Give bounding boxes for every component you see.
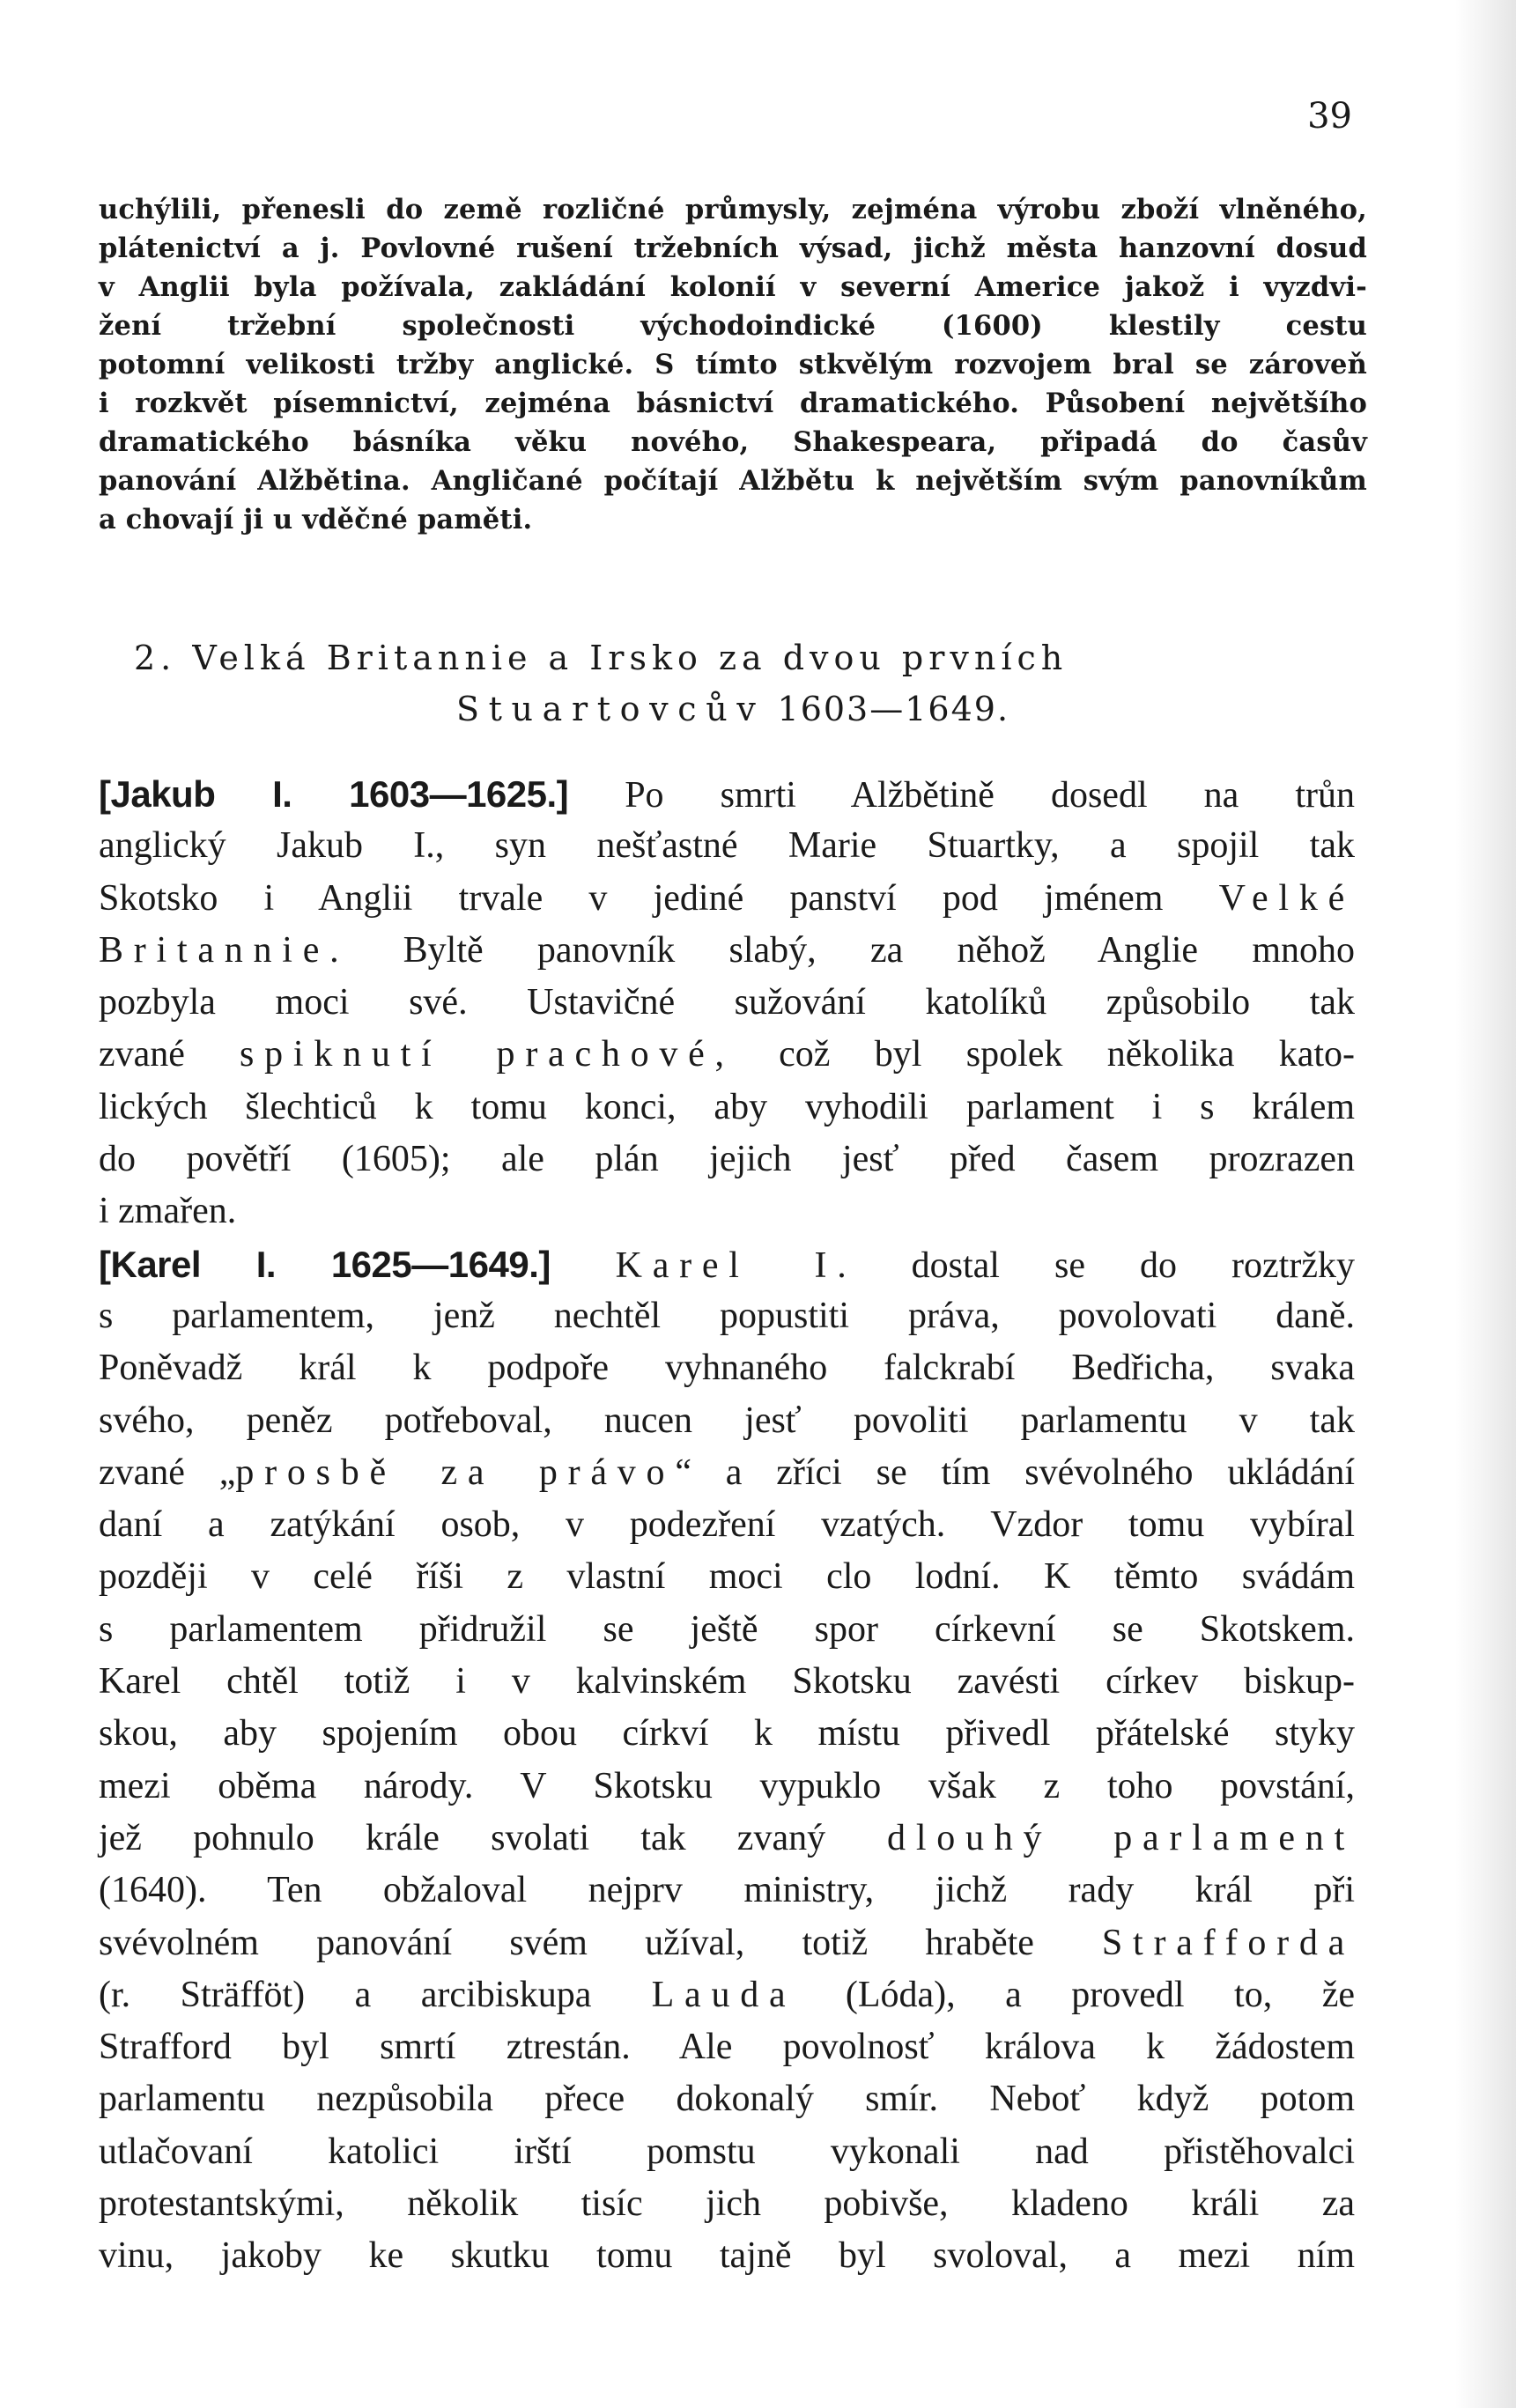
body-text-run: Po smrti Alžbětině dosedl na trůn xyxy=(568,775,1355,816)
body-line xyxy=(99,1342,1355,1394)
body-text-run: později v celé říši z vlastní moci clo lodní. K těmto svádám xyxy=(99,1556,1355,1598)
top-paragraph-line: žení tržební společnosti východoindické (1600) klestily cestu xyxy=(99,310,1367,342)
body-line xyxy=(99,1395,1355,1447)
body-line xyxy=(99,1708,1355,1760)
body-text-run: svého, peněz potřeboval, nucen jesť povoliti parlamentu v tak xyxy=(99,1400,1355,1441)
body-text-run: jež pohnulo krále svolati tak zvaný xyxy=(99,1817,826,1858)
body-line xyxy=(99,925,1355,977)
body-line xyxy=(99,1134,1355,1186)
body-text-run: (r. Sträfföt) a arcibiskupa xyxy=(99,1974,592,2015)
body-text-run: dostal se do roztržky xyxy=(856,1245,1355,1286)
body-line xyxy=(99,977,1355,1029)
body-line xyxy=(99,873,1355,925)
body-text-run: mezi oběma národy. V Skotsku vypuklo však z toho povstání, xyxy=(99,1765,1355,1806)
spaced-emphasis: Lauda xyxy=(591,1974,796,2015)
body-line xyxy=(99,1761,1355,1813)
body-text-run: parlamentu nezpůsobila přece dokonalý smír. Neboť když potom xyxy=(99,2079,1355,2120)
body-line xyxy=(99,1447,1355,1499)
body-line xyxy=(99,1551,1355,1603)
section-title-dynasty: Stuartovcův xyxy=(455,690,765,728)
body-text-run: což byl spolek několika kato- xyxy=(734,1034,1356,1075)
body-text-run: skou, aby spojením obou církví k místu přivedl přátelské styky xyxy=(99,1713,1355,1754)
body-text-run: protestantskými, několik tisíc jich pobivše, kladeno králi za xyxy=(99,2183,1355,2225)
body-text-run: pozbyla moci své. Ustavičné sužování katolíků způsobilo tak xyxy=(99,982,1355,1023)
body-line xyxy=(99,1656,1355,1708)
body-text-run: s parlamentem, jenž nechtěl popustiti práva, povolovati daně. xyxy=(99,1295,1355,1336)
body-line xyxy=(99,1917,1355,1969)
body-text-run: Karel chtěl totiž i v kalvinském Skotsku zavésti církev biskup- xyxy=(99,1661,1355,1703)
body-text-run: Byltě panovník slabý, za něhož Anglie mnoho xyxy=(349,929,1355,971)
spaced-emphasis: Britannie. xyxy=(99,929,350,971)
body-text-run: i zmařen. xyxy=(99,1191,237,1232)
top-paragraph-line: uchýlili, přenesli do země rozličné průmysly, zejména výrobu zboží vlněného, xyxy=(99,194,1367,225)
spaced-emphasis: Karel I. xyxy=(550,1245,857,1286)
body-line xyxy=(99,2126,1355,2178)
body-line xyxy=(99,1604,1355,1656)
body-line xyxy=(99,1969,1355,2021)
body-line xyxy=(99,1186,1355,1237)
body-line xyxy=(99,2073,1355,2125)
body-text-run: (Lóda), a provedl to, že xyxy=(795,1974,1355,2015)
body-text-run: “ a zříci se tím svévolného ukládání xyxy=(675,1451,1355,1493)
top-paragraph-line: panování Alžbětina. Angličané počítají Alžbětu k největším svým panovníkům xyxy=(99,465,1367,497)
body-text-run: (1640). Ten obžaloval nejprv ministry, jichž rady král při xyxy=(99,1870,1355,1911)
body-text-run: Strafford byl smrtí ztrestán. Ale povolnosť králova k žádostem xyxy=(99,2027,1355,2068)
margin-heading: [Jakub I. 1603—1625.] xyxy=(99,773,569,815)
body-line xyxy=(99,1082,1355,1134)
body-line xyxy=(99,2178,1355,2230)
spaced-emphasis: Strafforda xyxy=(1033,1922,1355,1963)
body-text-run: Poněvadž král k podpoře vyhnaného falckrabí Bedřicha, svaka xyxy=(99,1348,1355,1389)
spaced-emphasis: Velké xyxy=(1163,877,1356,919)
section-title: Velká Britannie a Irsko za dvou prvních xyxy=(192,639,1069,677)
section-title-years: 1603—1649. xyxy=(777,690,1010,728)
top-paragraph-line: a chovají ji u vděčné paměti. xyxy=(99,504,533,536)
top-paragraph-line: potomní velikosti tržby anglické. S tímto stkvělým rozvojem bral se zároveň xyxy=(99,349,1367,380)
body-text-run: daní a zatýkání osob, v podezření vzatých. Vzdor tomu vybíral xyxy=(99,1504,1355,1546)
section-heading xyxy=(99,632,1367,735)
top-paragraph-line: plátenictví a j. Povlovné rušení tržebních výsad, jichž města hanzovní dosud xyxy=(99,233,1367,264)
body-line xyxy=(99,768,1355,820)
section-heading-line-2 xyxy=(99,683,1367,735)
top-paragraph-line: i rozkvět písemnictví, zejména básnictví dramatického. Působení největšího xyxy=(99,388,1367,419)
top-paragraph xyxy=(99,190,1367,539)
body-line xyxy=(99,1865,1355,1917)
body-line xyxy=(99,2021,1355,2073)
body-text-run: s parlamentem přidružil se ještě spor církevní se Skotskem. xyxy=(99,1608,1355,1650)
body-line xyxy=(99,1238,1355,1290)
page-edge-shadow xyxy=(1454,0,1516,2408)
body-text xyxy=(99,768,1355,2283)
page-number: 39 xyxy=(1307,96,1352,137)
spaced-emphasis: spiknutí prachové, xyxy=(184,1034,735,1075)
body-text-run: Skotsko i Anglii trvale v jediné panství pod jménem xyxy=(99,877,1164,919)
body-text-run: do povětří (1605); ale plán jejich jesť před časem prozrazen xyxy=(99,1139,1355,1180)
spaced-emphasis: prosbě za právo xyxy=(235,1451,676,1493)
body-text-run: utlačovaní katolici irští pomstu vykonali nad přistěhovalci xyxy=(99,2131,1355,2172)
top-paragraph-line: dramatického básníka věku nového, Shakespeara, připadá do časův xyxy=(99,426,1367,458)
body-text-run: anglický Jakub I., syn nešťastné Marie Stuartky, a spojil tak xyxy=(99,825,1355,867)
body-line xyxy=(99,1290,1355,1342)
body-text-run: lických šlechticů k tomu konci, aby vyhodili parlament i s králem xyxy=(99,1086,1355,1127)
section-heading-line-1 xyxy=(99,632,1367,683)
margin-heading: [Karel I. 1625—1649.] xyxy=(99,1243,551,1285)
body-line xyxy=(99,1029,1355,1081)
body-text-run: svévolném panování svém užíval, totiž hraběte xyxy=(99,1922,1034,1963)
body-line xyxy=(99,1813,1355,1865)
body-line xyxy=(99,820,1355,872)
body-text-run: zvané „ xyxy=(99,1451,236,1493)
body-line xyxy=(99,1499,1355,1551)
body-line xyxy=(99,2230,1355,2282)
section-number: 2. xyxy=(134,639,177,677)
body-text-run: vinu, jakoby ke skutku tomu tajně byl svoloval, a mezi ním xyxy=(99,2235,1355,2277)
top-paragraph-line: v Anglii byla požívala, zakládání kolonií v severní Americe jakož i vyzdvi- xyxy=(99,271,1367,303)
spaced-emphasis: dlouhý parlament xyxy=(825,1817,1355,1858)
body-text-run: zvané xyxy=(99,1034,185,1075)
